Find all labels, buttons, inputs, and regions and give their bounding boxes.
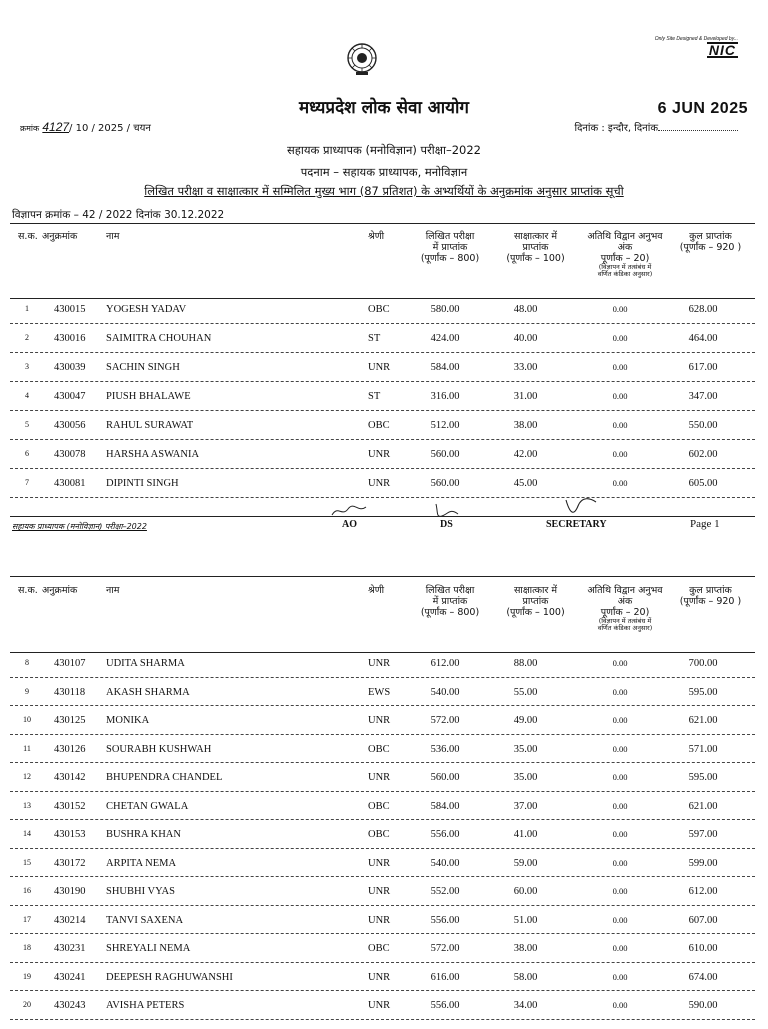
column-header-note: वर्णित कंडिका अनुसार) [597,624,653,632]
cell-guest: 0.00 [612,686,628,697]
cell-sno: 19 [23,971,31,981]
cell-roll: 430056 [54,420,86,431]
table-row [0,972,768,1001]
cell-written: 540.00 [430,857,460,869]
cell-category: UNR [368,715,391,726]
cell-roll: 430081 [54,478,86,489]
cell-interview: 58.00 [513,971,538,983]
cell-guest: 0.00 [612,715,628,725]
cell-written: 572.00 [430,715,460,726]
cell-name: PIUSH BHALAWE [106,391,191,402]
column-header-name [106,585,166,596]
column-header-line: अतिथि विद्वान अनुभव [587,231,663,242]
cell-total: 595.00 [688,686,718,698]
cell-roll: 430241 [54,971,86,983]
cell-interview: 88.00 [513,658,538,669]
cell-written: 584.00 [430,800,460,812]
cell-guest: 0.00 [612,914,628,925]
row-divider [10,848,755,849]
cell-guest: 0.00 [612,478,628,488]
cell-interview: 45.00 [513,478,538,489]
column-header-line: प्राप्तांक [522,596,549,607]
table-row [0,687,768,716]
cell-total: 700.00 [688,658,718,669]
cell-total: 599.00 [688,857,718,869]
cell-interview: 41.00 [513,829,538,840]
column-header-line: स.क. [18,231,38,242]
cell-category: OBC [368,743,390,755]
row-divider [10,1019,755,1020]
cell-interview: 59.00 [513,857,538,869]
cell-sno: 10 [23,715,31,724]
cell-interview: 38.00 [513,420,538,431]
page2-header-bottom-rule [10,652,755,653]
row-divider [10,352,755,353]
column-header-line: (पूर्णांक – 800) [420,253,480,264]
cell-interview: 37.00 [513,800,538,812]
cell-total: 621.00 [688,715,718,726]
cell-sno: 6 [25,449,29,458]
cell-written: 616.00 [430,971,460,983]
cell-sno: 11 [23,743,31,753]
cell-category: UNR [368,914,391,926]
cell-sno: 9 [25,686,29,696]
column-header-line: में प्राप्तांक [432,242,468,253]
cell-guest: 0.00 [612,420,628,430]
cell-name: AKASH SHARMA [106,686,190,698]
column-header-line: कुल प्राप्तांक [689,231,732,242]
footer-page: Page 1 [690,518,720,530]
cell-sno: 8 [25,658,29,667]
row-divider [10,734,755,735]
cell-interview: 33.00 [513,362,538,373]
ref-number: 4127 [42,120,70,134]
row-divider [10,439,755,440]
cell-total: 612.00 [688,886,718,897]
column-header-line: नाम [106,231,120,242]
cell-roll: 430107 [54,658,86,669]
cell-total: 617.00 [688,362,718,373]
cell-name: TANVI SAXENA [106,914,184,926]
cell-roll: 430214 [54,914,86,926]
cell-interview: 38.00 [513,943,538,954]
ref-prefix: क्रमांक [20,124,40,133]
cell-category: UNR [368,886,391,897]
cell-roll: 430039 [54,362,86,373]
cell-total: 464.00 [688,333,718,344]
column-header-total [668,231,753,253]
cell-guest: 0.00 [612,304,628,314]
cell-written: 316.00 [430,391,460,402]
cell-sno: 15 [23,857,31,867]
cell-category: UNR [368,857,391,869]
cell-guest: 0.00 [612,1000,628,1010]
cell-guest: 0.00 [612,743,628,754]
column-header-roll [42,231,102,242]
column-header-line: लिखित परीक्षा [425,231,475,242]
row-divider [10,962,755,963]
cell-category: UNR [368,658,391,669]
column-header-line: (पूर्णांक – 100) [506,253,565,264]
cell-interview: 60.00 [513,886,538,897]
list-title: लिखित परीक्षा व साक्षात्कार में सम्मिलित मुख्य भाग (87 प्रतिशत) के अभ्यर्थियों के अनुक्रमांक अनुसार प्राप्तांक सूची [144,184,624,198]
column-header-category [368,231,408,242]
cell-guest: 0.00 [612,800,628,811]
table-row [0,449,768,478]
footer-ao: AO [342,519,357,530]
footer-exam-name: सहायक प्राध्यापक (मनोविज्ञान) परीक्षा–2022 [12,522,147,531]
row-divider [10,468,755,469]
cell-total: 607.00 [688,914,718,926]
cell-written: 556.00 [430,829,460,840]
cell-written: 560.00 [430,478,460,489]
row-divider [10,677,755,678]
column-header-line: श्रेणी [368,585,385,596]
column-header-line: श्रेणी [368,231,385,242]
cell-total: 571.00 [688,743,718,755]
cell-roll: 430243 [54,1000,86,1011]
cell-interview: 48.00 [513,304,538,315]
mppsc-emblem-icon [346,42,378,76]
cell-guest: 0.00 [612,971,628,982]
ao-signature-icon [330,503,370,519]
cell-guest: 0.00 [612,391,628,401]
nic-logo [655,36,738,60]
cell-interview: 34.00 [513,1000,538,1011]
cell-sno: 5 [25,420,29,429]
cell-interview: 55.00 [513,686,538,698]
column-header-line: (पूर्णांक – 800) [420,607,480,618]
cell-total: 597.00 [688,829,718,840]
table-row [0,943,768,972]
cell-written: 580.00 [430,304,460,315]
table-row [0,362,768,391]
cell-roll: 430172 [54,857,86,869]
table-row [0,658,768,687]
cell-category: UNR [368,362,391,373]
cell-name: SOURABH KUSHWAH [106,743,212,755]
table-row [0,1000,768,1029]
cell-guest: 0.00 [612,333,628,343]
cell-category: OBC [368,420,390,431]
cell-interview: 42.00 [513,449,538,460]
cell-guest: 0.00 [612,449,628,459]
row-divider [10,705,755,706]
cell-roll: 430078 [54,449,86,460]
cell-category: UNR [368,478,391,489]
cell-roll: 430142 [54,772,86,783]
cell-name: SAIMITRA CHOUHAN [106,333,212,344]
cell-name: AVISHA PETERS [106,1000,185,1011]
cell-sno: 12 [23,772,31,781]
column-header-line: अंक [617,242,633,253]
cell-written: 572.00 [430,943,460,954]
row-divider [10,381,755,382]
cell-interview: 35.00 [513,772,538,783]
cell-roll: 430153 [54,829,86,840]
cell-name: RAHUL SURAWAT [106,420,194,431]
cell-total: 590.00 [688,1000,718,1011]
table-row [0,715,768,744]
cell-roll: 430126 [54,743,86,755]
cell-total: 605.00 [688,478,718,489]
advertisement-number: विज्ञापन क्रमांक – 42 / 2022 दिनांक 30.12.2022 [12,209,225,221]
cell-total: 628.00 [688,304,718,315]
cell-interview: 40.00 [513,333,538,344]
cell-name: BHUPENDRA CHANDEL [106,772,223,783]
ref-suffix: / 10 / 2025 / चयन [69,123,151,134]
cell-name: YOGESH YADAV [106,304,187,315]
cell-written: 612.00 [430,658,460,669]
cell-sno: 7 [25,478,29,487]
exam-title: सहायक प्राध्यापक (मनोविज्ञान) परीक्षा–2022 [287,143,481,157]
cell-name: HARSHA ASWANIA [106,449,200,460]
header-bottom-rule [10,298,755,299]
reference-number [20,120,151,134]
table-row [0,829,768,858]
column-header-category [368,585,408,596]
nic-note: Only Site Designed & Developed by... [654,36,738,42]
column-header-line: नाम [106,585,120,596]
cell-roll: 430047 [54,391,86,402]
cell-sno: 1 [25,304,29,313]
cell-category: UNR [368,1000,391,1011]
row-divider [10,791,755,792]
nic-logo-text: NIC [708,42,736,58]
table-row [0,772,768,801]
row-divider [10,410,755,411]
cell-interview: 31.00 [513,391,538,402]
cell-roll: 430152 [54,800,86,812]
cell-sno: 2 [25,333,29,342]
row-divider [10,933,755,934]
column-header-interview [498,231,573,264]
cell-guest: 0.00 [612,362,628,372]
table-row [0,801,768,830]
column-header-line: प्राप्तांक [522,242,549,253]
cell-category: OBC [368,829,390,840]
table-row [0,478,768,507]
cell-category: OBC [368,800,390,812]
cell-name: BUSHRA KHAN [106,829,181,840]
cell-sno: 4 [25,391,29,400]
cell-written: 424.00 [430,333,460,344]
cell-sno: 13 [23,800,31,810]
column-header-name [106,231,166,242]
column-header-line: लिखित परीक्षा [425,585,475,596]
cell-roll: 430190 [54,886,86,897]
cell-roll: 430015 [54,304,86,315]
cell-roll: 430125 [54,715,86,726]
cell-name: DEEPESH RAGHUWANSHI [106,971,233,983]
cell-roll: 430118 [54,686,86,698]
cell-guest: 0.00 [612,857,628,868]
column-header-line: में प्राप्तांक [432,596,468,607]
cell-written: 536.00 [430,743,460,755]
cell-sno: 17 [23,914,31,924]
date-line [574,120,738,134]
cell-category: OBC [368,304,390,315]
cell-category: OBC [368,943,390,954]
ds-signature-icon [432,502,462,520]
column-header-interview [498,585,573,618]
table-row [0,420,768,449]
table-row [0,744,768,773]
column-header-note: वर्णित कंडिका अनुसार) [597,270,653,278]
cell-category: EWS [368,686,391,698]
cell-name: UDITA SHARMA [106,658,185,669]
row-divider [10,990,755,991]
row-divider [10,762,755,763]
cell-sno: 16 [23,886,31,895]
cell-name: MONIKA [106,715,150,726]
cell-total: 621.00 [688,800,718,812]
cell-category: ST [368,333,381,344]
organization-title: मध्यप्रदेश लोक सेवा आयोग [299,98,469,118]
table-row [0,391,768,420]
column-header-guest [580,231,670,278]
cell-roll: 430231 [54,943,86,954]
cell-total: 610.00 [688,943,718,954]
cell-name: SHREYALI NEMA [106,943,191,954]
cell-total: 550.00 [688,420,718,431]
cell-sno: 3 [25,362,29,371]
row-divider [10,819,755,820]
cell-name: CHETAN GWALA [106,800,189,812]
cell-written: 584.00 [430,362,460,373]
cell-category: UNR [368,772,391,783]
cell-written: 556.00 [430,914,460,926]
column-header-line: (पूर्णांक – 920 ) [679,242,742,253]
column-header-line: अनुक्रमांक [42,231,78,242]
column-header-line: अनुक्रमांक [42,585,78,596]
column-header-line: (पूर्णांक – 100) [506,607,565,618]
cell-written: 540.00 [430,686,460,698]
table-row [0,915,768,944]
column-header-line: कुल प्राप्तांक [689,585,732,596]
column-header-line: अतिथि विद्वान अनुभव [587,585,663,596]
table-row [0,858,768,887]
date-dots [658,130,738,131]
column-header-line: (पूर्णांक – 920 ) [679,596,742,607]
cell-interview: 51.00 [513,914,538,926]
cell-sno: 20 [23,1000,31,1009]
cell-sno: 18 [23,943,31,952]
table-row [0,304,768,333]
table-row [0,333,768,362]
cell-written: 556.00 [430,1000,460,1011]
cell-guest: 0.00 [612,943,628,953]
cell-written: 560.00 [430,449,460,460]
footer-secretary: SECRETARY [546,519,607,530]
cell-interview: 49.00 [513,715,538,726]
column-header-written [415,585,485,618]
cell-total: 674.00 [688,971,718,983]
column-header-guest [580,585,670,632]
cell-guest: 0.00 [612,658,628,668]
cell-interview: 35.00 [513,743,538,755]
column-header-written [415,231,485,264]
cell-total: 602.00 [688,449,718,460]
cell-written: 560.00 [430,772,460,783]
cell-category: UNR [368,971,391,983]
cell-roll: 430016 [54,333,86,344]
cell-total: 347.00 [688,391,718,402]
column-header-note: (विज्ञापन में तत्संबंध में [598,617,652,625]
footer-ds: DS [440,519,453,530]
row-divider [10,323,755,324]
post-name: पदनाम – सहायक प्राध्यापक, मनोविज्ञान [300,165,468,179]
row-divider [10,876,755,877]
cell-name: SHUBHI VYAS [106,886,175,897]
column-header-total [668,585,753,607]
cell-guest: 0.00 [612,886,628,896]
date-label: दिनांक : इन्दौर, दिनांक [574,123,658,134]
column-header-line: पूर्णांक – 20) [600,253,650,264]
column-header-line: साक्षात्कार में [513,231,558,242]
row-divider [10,497,755,498]
cell-written: 512.00 [430,420,460,431]
cell-total: 595.00 [688,772,718,783]
table-row [0,886,768,915]
secretary-signature-icon [560,496,600,518]
column-header-roll [42,585,102,596]
cell-name: SACHIN SINGH [106,362,180,373]
cell-guest: 0.00 [612,772,628,782]
column-header-line: स.क. [18,585,38,596]
footer-rule [10,516,755,517]
cell-guest: 0.00 [612,829,628,839]
cell-name: DIPINTI SINGH [106,478,179,489]
column-header-line: अंक [617,596,633,607]
page2-top-rule [10,576,755,577]
column-header-line: पूर्णांक – 20) [600,607,650,618]
cell-sno: 14 [23,829,31,838]
row-divider [10,905,755,906]
column-header-line: साक्षात्कार में [513,585,558,596]
date-stamp: 6 JUN 2025 [657,100,748,117]
cell-category: ST [368,391,381,402]
cell-name: ARPITA NEMA [106,857,177,869]
table-top-rule [10,223,755,224]
cell-written: 552.00 [430,886,460,897]
column-header-note: (विज्ञापन में तत्संबंध में [598,263,652,271]
cell-category: UNR [368,449,391,460]
